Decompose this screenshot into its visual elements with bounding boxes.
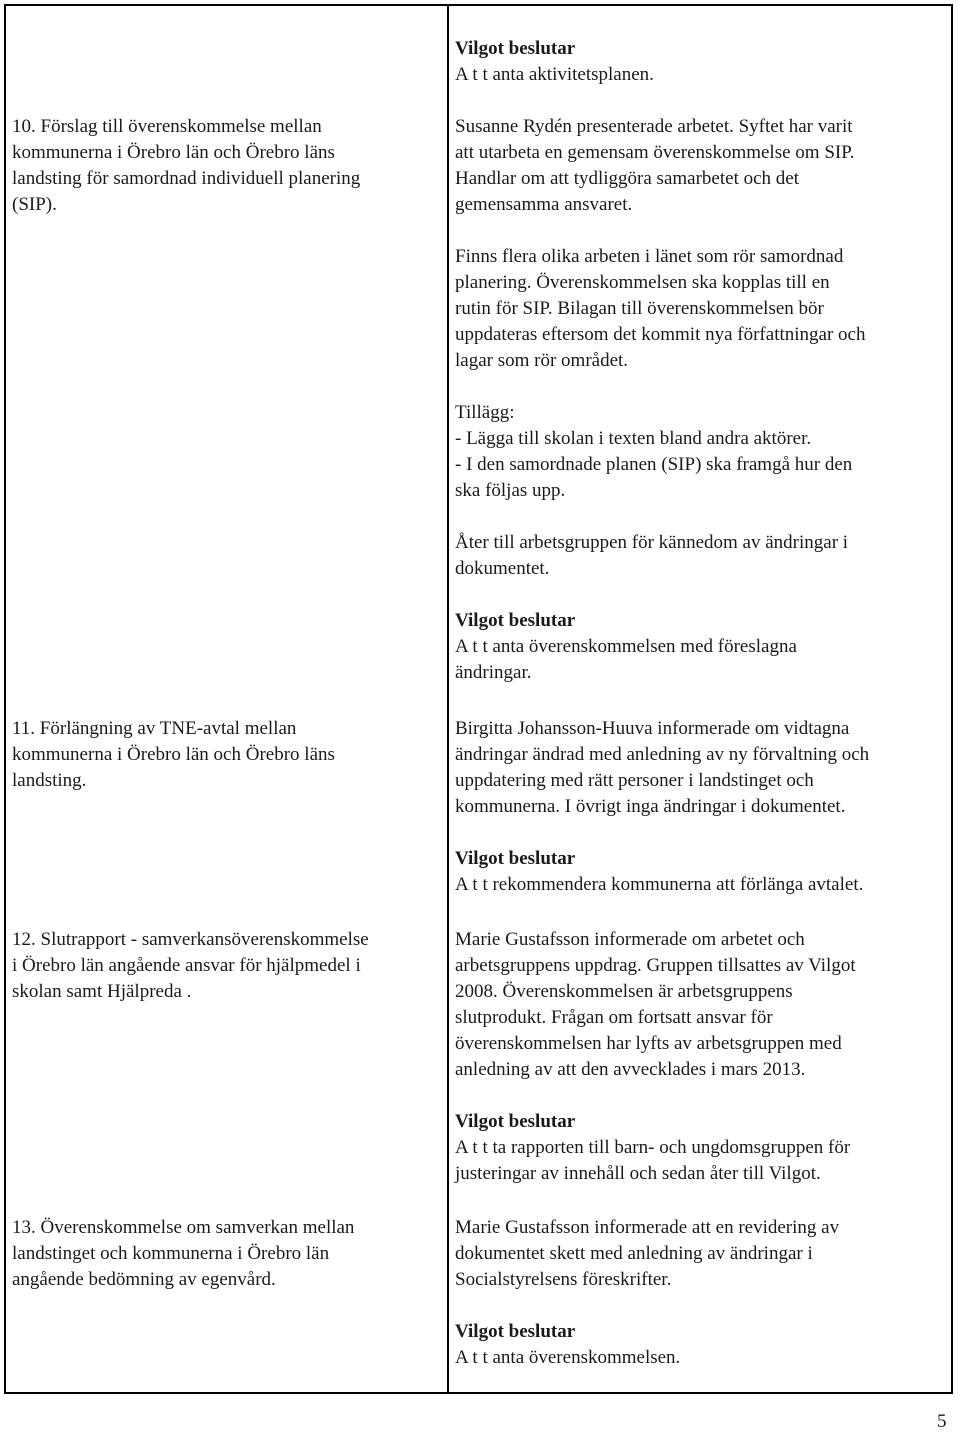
text-line: uppdatering med rätt personer i landstinget och xyxy=(455,770,814,791)
text-line: Handlar om att tydliggöra samarbetet och det xyxy=(455,168,799,189)
title-line: landsting. xyxy=(12,770,87,791)
text-line: Tillägg: xyxy=(455,402,515,423)
decision-text: A t t rekommendera kommunerna att förlänga avtalet. xyxy=(455,874,864,895)
title-line: landstinget och kommunerna i Örebro län xyxy=(12,1243,330,1264)
decision-header: Vilgot beslutar xyxy=(455,1111,576,1132)
text-line: Marie Gustafsson informerade om arbetet och xyxy=(455,929,805,950)
title-line: 11. Förlängning av TNE-avtal mellan xyxy=(12,718,297,739)
decision-header: Vilgot beslutar xyxy=(455,848,576,869)
text-line: dokumentet. xyxy=(455,558,550,579)
item-11-paragraph-1 xyxy=(455,716,950,820)
title-line: 10. Förslag till överenskommelse mellan xyxy=(12,116,322,137)
item-13-paragraph-1 xyxy=(455,1215,950,1293)
decision-header: Vilgot beslutar xyxy=(455,38,576,59)
page-number: 5 xyxy=(937,1411,947,1432)
text-line: - I den samordnade planen (SIP) ska framgå hur den xyxy=(455,454,853,475)
minutes-table xyxy=(4,4,953,1394)
item-11-title xyxy=(12,716,437,794)
item-11-decision xyxy=(455,846,950,898)
title-line: (SIP). xyxy=(12,194,57,215)
item-10-decision xyxy=(455,608,950,686)
title-line: 13. Överenskommelse om samverkan mellan xyxy=(12,1217,355,1238)
item-12-title xyxy=(12,927,437,1005)
decision-text: A t t anta aktivitetsplanen. xyxy=(455,64,654,85)
text-line: Susanne Rydén presenterade arbetet. Syftet har varit xyxy=(455,116,853,137)
text-line: planering. Överenskommelsen ska kopplas till en xyxy=(455,272,830,293)
text-line: slutprodukt. Frågan om fortsatt ansvar för xyxy=(455,1007,773,1028)
decision-text: justeringar av innehåll och sedan åter till Vilgot. xyxy=(455,1163,821,1184)
title-line: angående bedömning av egenvård. xyxy=(12,1269,276,1290)
text-line: 2008. Överenskommelsen är arbetsgruppens xyxy=(455,981,793,1002)
text-line: ska följas upp. xyxy=(455,480,566,501)
item-13-title xyxy=(12,1215,437,1293)
item-10-paragraph-3 xyxy=(455,400,950,504)
decision-text: A t t anta överenskommelsen med föreslagna xyxy=(455,636,797,657)
text-line: uppdateras eftersom det kommit nya författningar och xyxy=(455,324,866,345)
text-line: Finns flera olika arbeten i länet som rör samordnad xyxy=(455,246,844,267)
title-line: 12. Slutrapport - samverkansöverenskommelse xyxy=(12,929,369,950)
item-12-paragraph-1 xyxy=(455,927,950,1083)
text-line: överenskommelsen har lyfts av arbetsgruppen med xyxy=(455,1033,842,1054)
item-10-title xyxy=(12,114,437,218)
text-line: Åter till arbetsgruppen för kännedom av ändringar i xyxy=(455,532,849,553)
title-line: kommunerna i Örebro län och Örebro läns xyxy=(12,744,335,765)
item-13-decision xyxy=(455,1319,950,1371)
title-line: landsting för samordnad individuell planering xyxy=(12,168,361,189)
text-line: kommunerna. I övrigt inga ändringar i dokumentet. xyxy=(455,796,846,817)
decision-text: A t t ta rapporten till barn- och ungdomsgruppen för xyxy=(455,1137,851,1158)
decision-text: A t t anta överenskommelsen. xyxy=(455,1347,681,1368)
intro-decision xyxy=(455,36,950,88)
decision-text: ändringar. xyxy=(455,662,532,683)
text-line: Socialstyrelsens föreskrifter. xyxy=(455,1269,672,1290)
text-line: Birgitta Johansson-Huuva informerade om vidtagna xyxy=(455,718,850,739)
text-line: ändringar ändrad med anledning av ny förvaltning och xyxy=(455,744,870,765)
title-line: i Örebro län angående ansvar för hjälpmedel i xyxy=(12,955,361,976)
text-line: Marie Gustafsson informerade att en revidering av xyxy=(455,1217,840,1238)
text-line: dokumentet skett med anledning av ändringar i xyxy=(455,1243,813,1264)
text-line: rutin för SIP. Bilagan till överenskommelsen bör xyxy=(455,298,824,319)
decision-header: Vilgot beslutar xyxy=(455,610,576,631)
title-line: kommunerna i Örebro län och Örebro läns xyxy=(12,142,335,163)
text-line: - Lägga till skolan i texten bland andra aktörer. xyxy=(455,428,812,449)
item-10-paragraph-4 xyxy=(455,530,950,582)
text-line: arbetsgruppens uppdrag. Gruppen tillsattes av Vilgot xyxy=(455,955,856,976)
decision-header: Vilgot beslutar xyxy=(455,1321,576,1342)
column-divider xyxy=(447,6,449,1392)
item-10-paragraph-1 xyxy=(455,114,950,218)
text-line: lagar som rör området. xyxy=(455,350,629,371)
text-line: gemensamma ansvaret. xyxy=(455,194,633,215)
item-12-decision xyxy=(455,1109,950,1187)
text-line: anledning av att den avvecklades i mars 2013. xyxy=(455,1059,806,1080)
item-10-paragraph-2 xyxy=(455,244,950,374)
title-line: skolan samt Hjälpreda . xyxy=(12,981,192,1002)
text-line: att utarbeta en gemensam överenskommelse om SIP. xyxy=(455,142,855,163)
